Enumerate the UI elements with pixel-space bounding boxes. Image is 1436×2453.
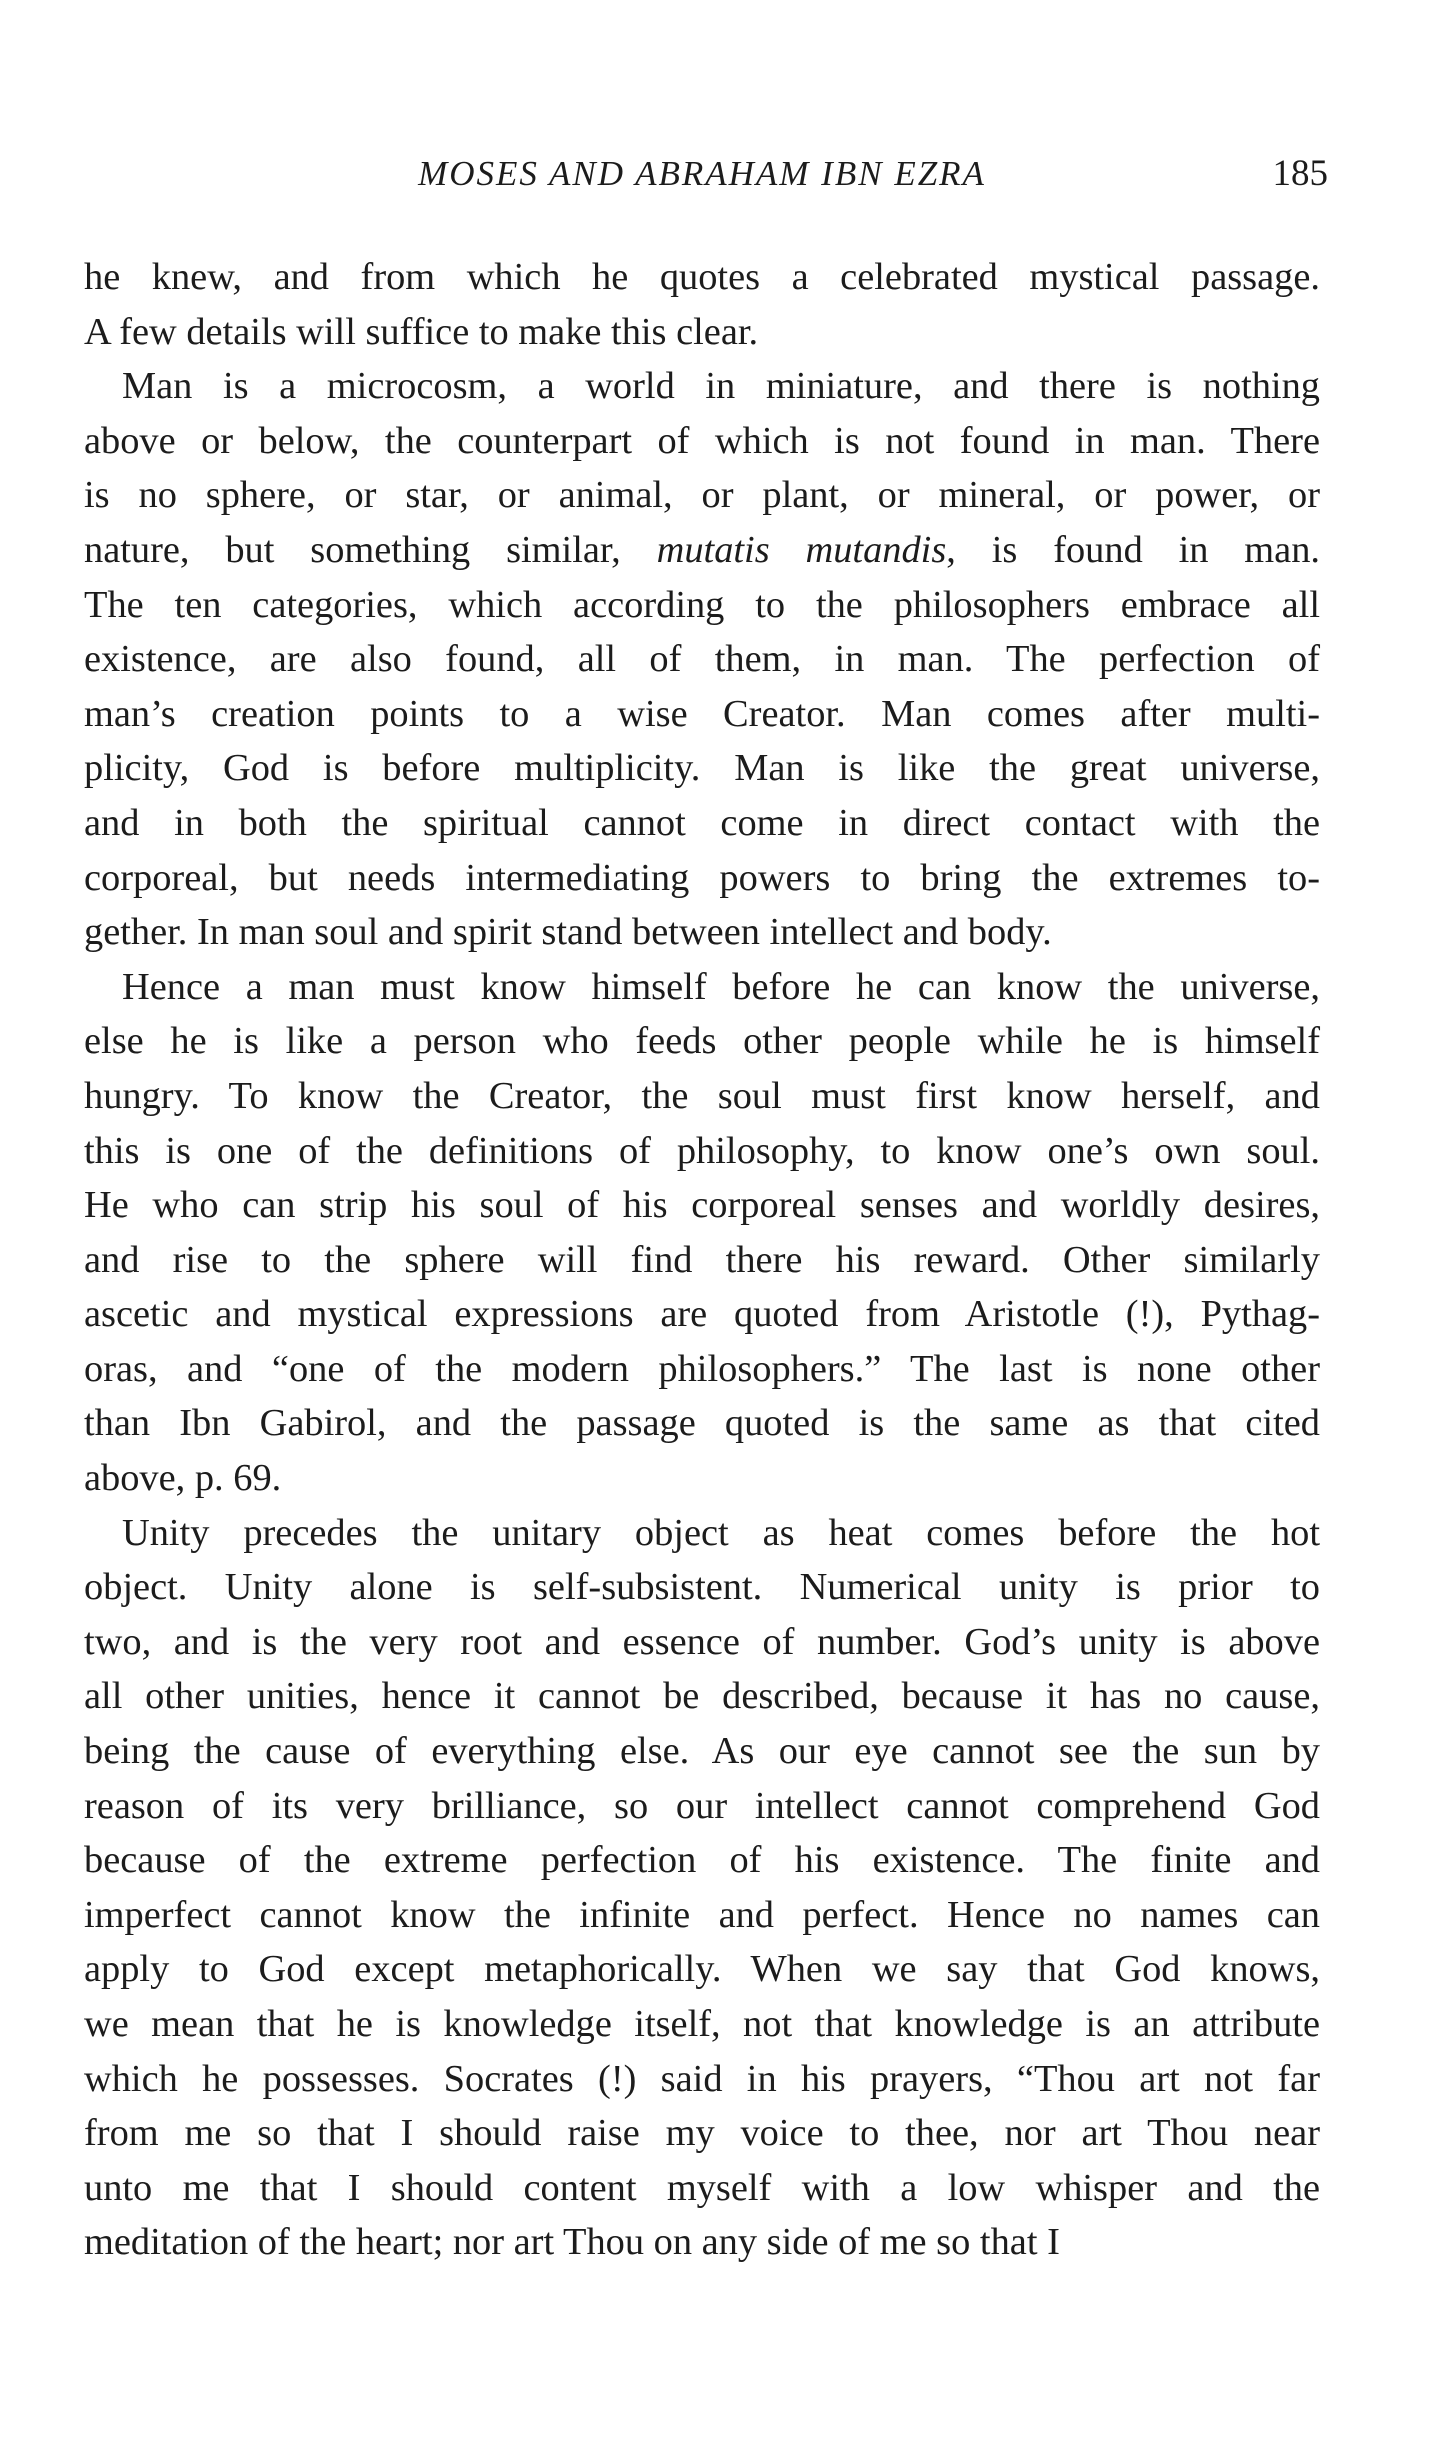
- text-line: Unity precedes the unitary object as heat comes before the hot: [122, 1511, 1320, 1554]
- text-line: imperfect cannot know the infinite and perfect. Hence no names can: [84, 1893, 1320, 1936]
- page-number: 185: [1272, 153, 1328, 194]
- text-line: plicity, God is before multiplicity. Man is like the great universe,: [84, 747, 1320, 790]
- text-line: above, p. 69.: [84, 1457, 282, 1500]
- text-line: all other unities, hence it cannot be described, because it has no cause,: [84, 1675, 1320, 1718]
- text-line: than Ibn Gabirol, and the passage quoted is the same as that cited: [84, 1402, 1320, 1445]
- text-line: and rise to the sphere will find there his reward. Other similarly: [84, 1238, 1320, 1281]
- text-line: meditation of the heart; nor art Thou on any side of me so that I: [84, 2221, 1060, 2264]
- paragraph: [84, 359, 1320, 960]
- text-line: this is one of the definitions of philosophy, to know one’s own soul.: [84, 1129, 1320, 1172]
- text-line: object. Unity alone is self-subsistent. Numerical unity is prior to: [84, 1566, 1320, 1609]
- text-line: from me so that I should raise my voice to thee, nor art Thou near: [84, 2112, 1320, 2155]
- text-line: Hence a man must know himself before he can know the universe,: [122, 965, 1320, 1008]
- text-line: above or below, the counterpart of which is not found in man. There: [84, 419, 1320, 462]
- text-line: apply to God except metaphorically. When we say that God knows,: [84, 1948, 1320, 1991]
- text-line: is no sphere, or star, or animal, or plant, or mineral, or power, or: [84, 474, 1320, 517]
- text-line: we mean that he is knowledge itself, not that knowledge is an attribute: [84, 2003, 1320, 2045]
- text-line: The ten categories, which according to the philosophers embrace all: [84, 583, 1320, 626]
- text-line: ascetic and mystical expressions are quoted from Aristotle (!), Pythag-: [84, 1293, 1320, 1336]
- paragraph: [84, 960, 1320, 1506]
- paragraph: [84, 250, 1320, 359]
- running-head: [84, 148, 1328, 200]
- text-line: He who can strip his soul of his corporeal senses and worldly desires,: [84, 1184, 1320, 1227]
- italic-phrase: mutatis mutandis: [656, 528, 947, 571]
- text-line: and in both the spiritual cannot come in direct contact with the: [84, 801, 1320, 844]
- text-line: else he is like a person who feeds other people while he is himself: [84, 1020, 1320, 1063]
- text-line: existence, are also found, all of them, in man. The perfection of: [84, 638, 1320, 681]
- text-line: which he possesses. Socrates (!) said in his prayers, “Thou art not far: [84, 2057, 1320, 2100]
- text-line: man’s creation points to a wise Creator. Man comes after multi-: [84, 692, 1320, 735]
- running-title: MOSES AND ABRAHAM IBN EZRA: [418, 154, 986, 193]
- text-line: he knew, and from which he quotes a celebrated mystical passage.: [84, 256, 1320, 298]
- text-line: nature, but something similar, mutatis mutandis, is found in man.: [84, 528, 1321, 571]
- text-line: gether. In man soul and spirit stand between intellect and body.: [84, 911, 1052, 954]
- text-line: unto me that I should content myself with a low whisper and the: [84, 2166, 1320, 2209]
- text-line: hungry. To know the Creator, the soul must first know herself, and: [84, 1074, 1320, 1117]
- text-line: A few details will suffice to make this clear.: [84, 310, 759, 353]
- text-line: reason of its very brilliance, so our intellect cannot comprehend God: [84, 1784, 1320, 1827]
- text-line: Man is a microcosm, a world in miniature, and there is nothing: [122, 365, 1320, 408]
- paragraph: [84, 1506, 1320, 2270]
- body-text: [84, 250, 1320, 2270]
- text-line: because of the extreme perfection of his existence. The finite and: [84, 1839, 1320, 1882]
- text-line: two, and is the very root and essence of number. God’s unity is above: [84, 1620, 1320, 1663]
- text-line: corporeal, but needs intermediating powers to bring the extremes to-: [84, 856, 1320, 899]
- text-line: being the cause of everything else. As our eye cannot see the sun by: [84, 1730, 1320, 1773]
- text-line: oras, and “one of the modern philosophers.” The last is none other: [84, 1347, 1320, 1390]
